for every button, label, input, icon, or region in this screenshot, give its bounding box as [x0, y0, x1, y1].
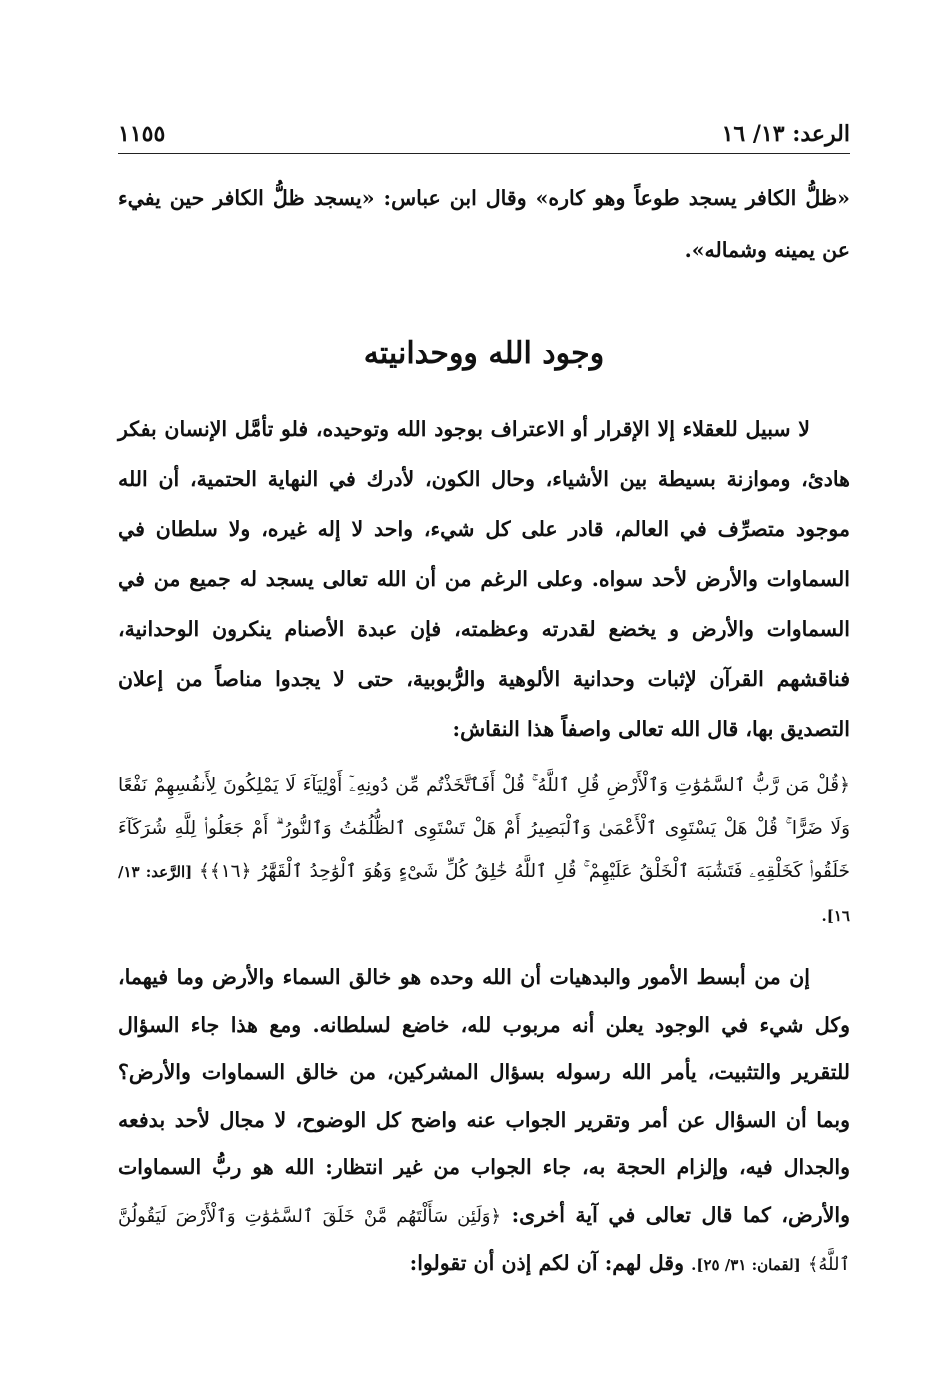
- quran-verse-1-citation: [الرَّعد: ١٣/ ١٦].: [118, 863, 850, 925]
- intro-paragraph: «ظلُّ الكافر يسجد طوعاً وهو كاره» وقال ابن عباس: «يسجد ظلُّ الكافر حين يفيء عن يمينه وشماله».: [118, 186, 850, 262]
- page-number: ١١٥٥: [118, 121, 166, 147]
- page-content: [118, 172, 850, 1290]
- paragraph-2-ending: وقل لهم: آن لكم إذن أن تقولوا:: [409, 1251, 684, 1275]
- quran-verse-2-text: ﴿وَلَئِن سَأَلْتَهُم مَّنْ خَلَقَ ٱلسَّمَٰوَٰتِ وَٱلْأَرْضَ لَيَقُولُنَّ ٱللَّهُ﴾: [118, 1205, 850, 1275]
- quran-verse-1-text: ﴿قُلْ مَن رَّبُّ ٱلسَّمَٰوَٰتِ وَٱلْأَرْضِ قُلِ ٱللَّهُ ۚ قُلْ أَفَٱتَّخَذْتُم مِّن دُونِهِۦٓ أَوْلِيَآءَ لَا يَمْلِكُونَ لِأَنفُسِهِمْ نَفْعًا وَلَا ضَرًّا ۚ قُلْ هَلْ يَسْتَوِى ٱلْأَعْمَىٰ وَٱلْبَصِيرُ أَمْ هَلْ تَسْتَوِى ٱلظُّلُمَٰتُ وَٱلنُّورُ ۗ أَمْ جَعَلُوا۟ لِلَّهِ شُرَكَآءَ خَلَقُوا۟ كَخَلْقِهِۦ فَتَشَٰبَهَ ٱلْخَلْقُ عَلَيْهِمْ ۚ قُلِ ٱللَّهُ خَٰلِقُ كُلِّ شَىْءٍ وَهُوَ ٱلْوَٰحِدُ ٱلْقَهَّٰرُ ﴿١٦﴾﴾: [118, 775, 850, 882]
- paragraph-2-text: إن من أبسط الأمور والبدهيات أن الله وحده هو خالق السماء والأرض وما فيهما، وكل شيء في الوجود يعلن أنه مربوب لله، خاضع لسلطانه. ومع هذا جاء السؤال للتقرير والتثبيت، يأمر الله رسوله بسؤال المشركين، من خالق السماوات والأرض؟ وبما أن السؤال عن أمر وتقرير الجواب عنه واضح كل الوضوح، لا مجال لأحد بدفعه والجدال فيه، وإلزام الحجة به، جاء الجواب من غير انتظار: الله هو ربُّ السماوات والأرض، كما قال تعالى في آية أخرى:: [118, 965, 850, 1227]
- quran-verse-2-citation: [لقمان: ٣١/ ٢٥].: [691, 1256, 801, 1274]
- page-header: [118, 118, 850, 154]
- paragraph-1: لا سبيل للعقلاء إلا الإقرار أو الاعتراف بوجود الله وتوحيده، فلو تأمَّل الإنسان بفكر هادئ، وموازنة بسيطة بين الأشياء، وحال الكون، لأدرك في النهاية الحتمية، أن الله موجود متصرِّف في العالم، قادر على كل شيء، واحد لا إله غيره، ولا سلطان في السماوات والأرض لأحد سواه. وعلى الرغم من أن الله تعالى يسجد له جميع من في السماوات والأرض و يخضع لقدرته وعظمته، فإن عبدة الأصنام ينكرون الوحدانية، فناقشهم القرآن لإثبات وحدانية الألوهية والرُّبوبية، حتى لا يجدوا مناصاً من إعلان التصديق بها، قال الله تعالى واصفاً هذا النقاش:: [118, 417, 850, 741]
- section-title: وجود الله ووحدانيته: [363, 336, 605, 371]
- quran-verse-1: [118, 764, 850, 938]
- paragraph-2: [118, 954, 850, 1290]
- running-head: الرعد: ١٣/ ١٦: [721, 121, 850, 147]
